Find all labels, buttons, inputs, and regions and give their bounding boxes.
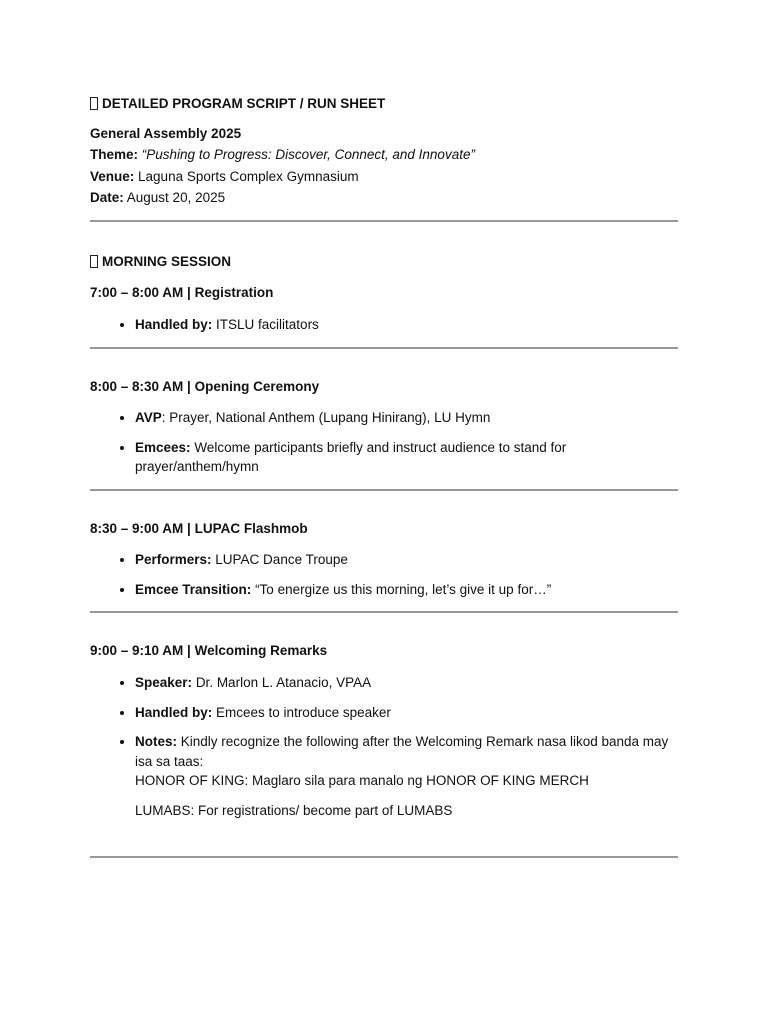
program-block-welcoming-remarks [90,641,678,858]
list-item [135,315,678,335]
item-label: Emcee Transition: [135,581,252,597]
item-label: AVP [135,410,162,426]
document-title: DETAILED PROGRAM SCRIPT / RUN SHEET [102,96,386,111]
item-label: Notes: [135,734,178,750]
block-title: 7:00 – 8:00 AM | Registration [90,285,274,301]
note-line: HONOR OF KING: Maglaro sila para manalo ng HONOR OF KING MERCH [135,773,589,789]
block-title: 8:00 – 8:30 AM | Opening Ceremony [90,378,320,394]
venue-line [90,167,678,187]
document-heading [90,94,678,114]
item-text: Kindly recognize the following after the Welcoming Remark nasa likod banda may isa sa taas: [135,734,669,769]
list-item [135,408,678,428]
divider [90,489,678,491]
list-item [135,703,678,723]
item-label: Handled by: [135,704,213,720]
program-block-registration [90,283,678,348]
block-items [90,550,678,599]
block-items [90,315,678,335]
item-text: LUPAC Dance Troupe [215,552,348,568]
date-line [90,188,678,208]
item-text: Emcees to introduce speaker [216,704,391,720]
item-text: ITSLU facilitators [216,316,319,332]
clipboard-icon [90,97,98,110]
theme-value: “Pushing to Progress: Discover, Connect, and Innovate” [141,147,475,163]
block-title: 8:30 – 9:00 AM | LUPAC Flashmob [90,520,308,536]
block-items [90,673,678,820]
list-item [135,580,678,600]
block-title: 9:00 – 9:10 AM | Welcoming Remarks [90,643,328,659]
session-heading [90,252,678,272]
item-text: Welcome participants briefly and instruct audience to stand for prayer/anthem/hymn [135,439,567,475]
divider [90,220,678,222]
item-label: Performers: [135,552,212,568]
program-block-opening-ceremony [90,377,678,491]
list-item [135,732,678,820]
list-item [135,550,678,570]
venue-label: Venue: [90,168,135,184]
item-text: Dr. Marlon L. Atanacio, VPAA [195,675,372,690]
note-line: LUMABS: For registrations/ become part of LUMABS [135,802,453,818]
theme-line [90,145,678,165]
list-item [135,438,678,477]
item-label: Emcees: [135,439,191,455]
divider [90,347,678,349]
item-label: Handled by: [135,316,213,332]
divider [90,611,678,613]
item-label: Speaker: [135,675,193,690]
theme-label: Theme: [90,147,139,163]
item-text: “To energize us this morning, let’s give it up for…” [255,581,552,597]
divider [90,856,678,858]
block-items [90,408,678,477]
event-name: General Assembly 2025 [90,125,242,141]
program-block-flashmob [90,519,678,614]
sun-icon [90,255,98,268]
list-item [135,673,678,693]
item-text: : Prayer, National Anthem (Lupang Hinirang), LU Hymn [161,410,491,426]
venue-value: Laguna Sports Complex Gymnasium [138,168,359,184]
session-title: MORNING SESSION [102,253,232,269]
date-label: Date: [90,190,124,206]
date-value: August 20, 2025 [126,190,226,206]
